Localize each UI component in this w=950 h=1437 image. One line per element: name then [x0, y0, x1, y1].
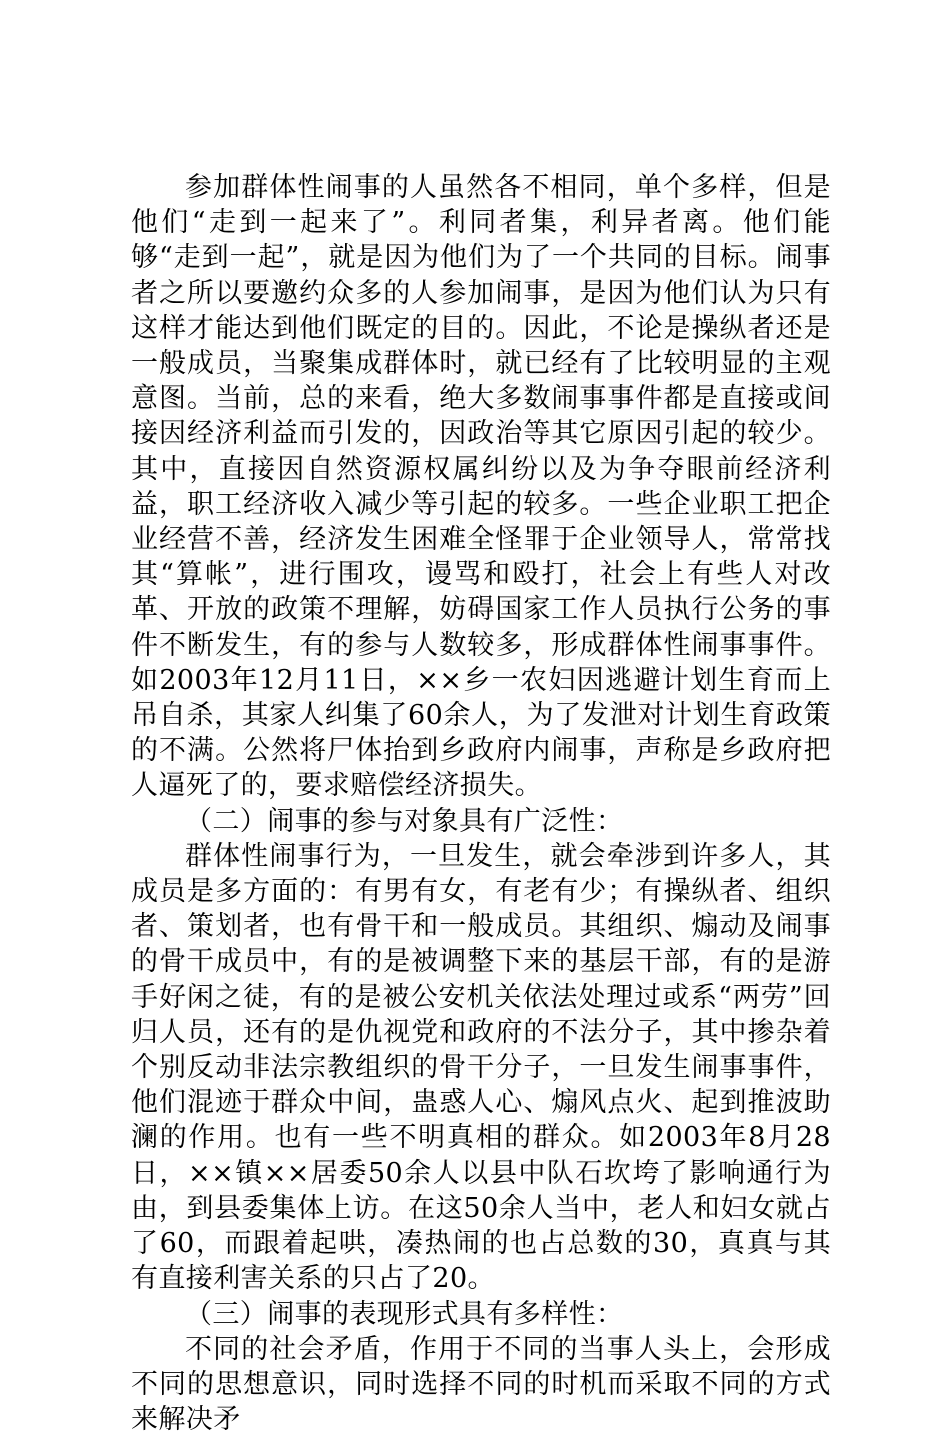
body-paragraph-participants: 群体性闹事行为，一旦发生，就会牵涉到许多人，其成员是多方面的：有男有女，有老有少；有操纵者、组织者、策划者，也有骨干和一般成员。其组织、煽动及闹事的骨干成员中，有的是被调整下来的基层干部，有的是游手好闲之徒，有的是被公安机关依法处理过或系“两劳”回归人员，还有的是仇视党和政府的不法分子，其中掺杂着个别反动非法宗教组织的骨干分子，一旦发生闹事事件，他们混迹于群众中间，蛊惑人心、煽风点火、起到推波助澜的作用。也有一些不明真相的群众。如2003年8月28日，××镇××居委50余人以县中队石坎垮了影响通行为由，到县委集体上访。在这50余人当中，老人和妇女就占了60，而跟着起哄，凑热闹的也占总数的30，真真与其有直接利害关系的只占了20。 — [131, 840, 831, 1295]
section-heading-participants: （二）闹事的参与对象具有广泛性： — [185, 805, 624, 837]
body-paragraph-motive: 参加群体性闹事的人虽然各不相同，单个多样，但是他们“走到一起来了”。利同者集，利异者离。他们能够“走到一起”，就是因为他们为了一个共同的目标。闹事者之所以要邀约众多的人参加闹事，是因为他们认为只有这样才能达到他们既定的目的。因此，不论是操纵者还是一般成员，当聚集成群体时，就已经有了比较明显的主观意图。当前，总的来看，绝大多数闹事事件都是直接或间接因经济利益而引发的，因政治等其它原因引起的较少。其中，直接因自然资源权属纠纷以及为争夺眼前经济利益，职工经济收入减少等引起的较多。一些企业职工把企业经营不善，经济发生困难全怪罪于企业领导人，常常找其“算帐”，进行围攻，谩骂和殴打，社会上有些人对改革、开放的政策不理解，妨碍国家工作人员执行公务的事件不断发生，有的参与人数较多，形成群体性闹事事件。如2003年12月11日，××乡一农妇因逃避计划生育而上吊自杀，其家人纠集了60余人，为了发泄对计划生育政策的不满。公然将尸体抬到乡政府内闹事，声称是乡政府把人逼死了的，要求赔偿经济损失。 — [131, 172, 831, 802]
body-paragraph-forms: 不同的社会矛盾，作用于不同的当事人头上，会形成不同的思想意识，同时选择不同的时机而采取不同的方式来解决矛 — [131, 1333, 831, 1436]
document-page — [131, 170, 831, 1437]
section-heading-forms: （三）闹事的表现形式具有多样性： — [185, 1298, 624, 1330]
